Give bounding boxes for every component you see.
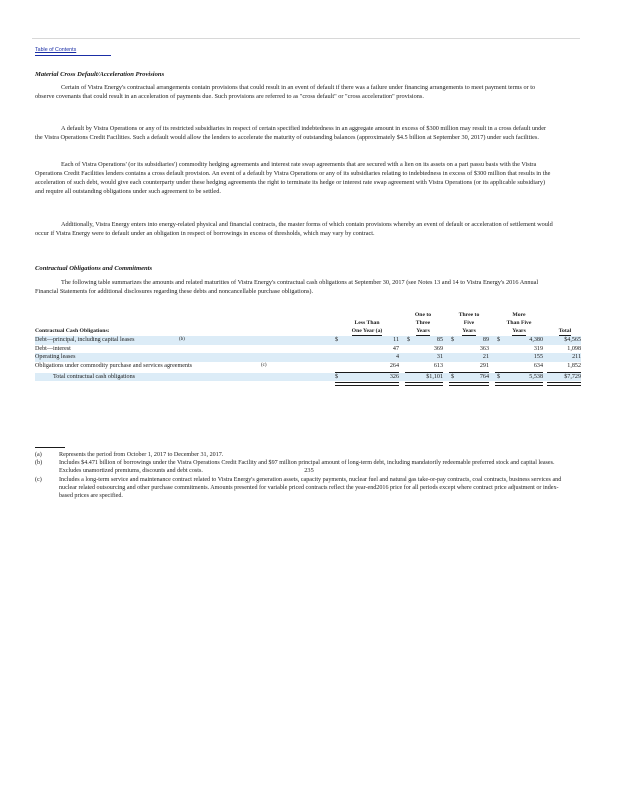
row-label: Debt—principal, including capital leases [35, 337, 135, 343]
currency-symbol: $ [407, 337, 411, 343]
table-row [35, 353, 581, 362]
table-cell: 613 [433, 363, 443, 370]
total-double-rule [335, 382, 399, 386]
total-cell: 5,538 [529, 373, 543, 380]
table-row [35, 345, 581, 354]
table-label-header: Contractual Cash Obligations: [35, 328, 110, 334]
table-row [35, 336, 581, 345]
total-double-rule [405, 382, 443, 386]
column-header-line: Total [558, 328, 572, 334]
column-header-total [549, 311, 581, 336]
currency-symbol: $ [497, 373, 501, 380]
total-cell: $1,101 [426, 373, 443, 380]
column-header-line [335, 311, 399, 319]
toc-underline [35, 55, 111, 56]
table-cell: 89 [482, 337, 489, 343]
currency-symbol: $ [335, 373, 339, 380]
top-divider [32, 38, 580, 39]
total-cell: 326 [389, 373, 399, 380]
table-cell: 85 [436, 337, 443, 343]
column-header-line: More [512, 312, 526, 318]
table-cell: 369 [433, 345, 443, 352]
currency-symbol: $ [451, 373, 455, 380]
row-label: Debt—interest [35, 345, 71, 352]
table-cell: 211 [572, 354, 581, 361]
table-cell: 634 [533, 363, 543, 370]
section-heading-contractual-obligations: Contractual Obligations and Commitments [35, 265, 153, 272]
paragraph-cross-default-2 [35, 124, 555, 142]
column-header-more-than-five [495, 311, 543, 336]
footnote-text: Includes a long-term service and maintenance contract related to Vistra Energy's generation assets, capacity payments, nuclear fuel and natural gas take-or-pay contracts, coal contracts, business services and nuclear related outsourcing and other purchase commitments. Amounts presented for variable priced contracts reflect the year-end2016 price for all periods except where contract price adjustment or index-based prices are specified. [59, 476, 562, 500]
column-header-line: One Year (a) [351, 328, 383, 334]
total-label: Total contractual cash obligations [53, 373, 135, 380]
column-header-line: Years [462, 328, 476, 334]
table-cell: 1,098 [567, 345, 581, 352]
total-double-rule [495, 382, 543, 386]
footnote [35, 451, 565, 459]
table-cell: 31 [436, 354, 443, 361]
footnote [35, 476, 565, 501]
paragraph-contractual-obligations [35, 278, 555, 296]
row-label: Operating leases [35, 354, 76, 361]
footnote-key: (a) [35, 452, 42, 458]
total-double-rule [547, 382, 581, 386]
paragraph-cross-default-4 [35, 220, 555, 238]
row-footnote-ref: (c) [261, 363, 267, 369]
row-label: Obligations under commodity purchase and services agreements [35, 363, 193, 370]
currency-symbol: $ [451, 337, 455, 343]
table-total-row [35, 373, 581, 382]
column-header-less-than-one-year [335, 311, 399, 336]
table-cell: 363 [479, 345, 489, 352]
column-header-one-to-three [403, 311, 443, 336]
paragraph-cross-default-1 [35, 83, 555, 101]
table-cell: 264 [389, 363, 399, 370]
table-cell: 11 [393, 337, 399, 343]
column-header-line: Five [463, 320, 475, 326]
paragraph-text: Additionally, Vistra Energy enters into energy-related physical and financial contracts, the master forms of which contain provisions whereby an event of default or acceleration of settlement would occur if Vistra Energy were to default under an obligation in respect of borrowings in excess of thresholds, which may vary by contract. [35, 221, 553, 237]
table-of-contents-link[interactable]: Table of Contents [35, 47, 77, 53]
total-cell: 764 [479, 373, 489, 380]
currency-symbol: $ [335, 337, 339, 343]
paragraph-text: Each of Vistra Operations' (or its subsidiaries') commodity hedging agreements and interest rate swap agreements that are secured with a lien on its assets on a pari passu basis with the Vistra Operations Credit Facilities lenders contains a cross default provision. An event of a default by Vistra Operations or any of its subsidiaries relating to indebtedness in excess of $300 million that results in the acceleration of such debt, would give each counterparty under these hedging agreements the right to terminate its hedge or interest rate swap agreement with Vistra Operations (or its applicable subsidiary) and require all outstanding obligations under such agreement to be settled. [35, 161, 551, 195]
section-heading-cross-default: Material Cross Default/Acceleration Provisions [35, 71, 165, 78]
table-cell: 319 [533, 345, 543, 352]
column-header-line: Years [416, 328, 430, 334]
table-cell: 21 [482, 354, 489, 361]
table-cell: 47 [392, 345, 399, 352]
column-header-line: Less Than [354, 320, 380, 326]
table-cell: 155 [533, 354, 543, 361]
column-header-line: Years [512, 328, 526, 334]
currency-symbol: $ [497, 337, 501, 343]
footnotes [35, 451, 565, 500]
table-row [35, 362, 581, 371]
paragraph-text: Certain of Vistra Energy's contractual arrangements contain provisions that could result in an event of default if there was a failure under financing arrangements to meet payment terms or to observe covenants that could result in an acceleration of payments due. Such provisions are referred to as "cross default" or "cross acceleration" provisions. [35, 84, 536, 100]
row-footnote-ref: (b) [179, 337, 185, 342]
column-header-three-to-five [449, 311, 489, 336]
column-header-line: Than Five [506, 320, 532, 326]
paragraph-text: A default by Vistra Operations or any of its restricted subsidiaries in respect of certain specified indebtedness in an aggregate amount in excess of $300 million may result in a cross default under the Vistra Operations Credit Facilities. Such a default would allow the lenders to accelerate the maturity of outstanding balances (approximately $4.5 billion at September 30, 2017) under such facilities. [35, 125, 547, 141]
page-number: 235 [304, 467, 314, 474]
footnote-text: Represents the period from October 1, 2017 to December 31, 2017. [59, 452, 224, 458]
table-cell: 4 [395, 354, 399, 361]
paragraph-text: The following table summarizes the amounts and related maturities of Vistra Energy's contractual cash obligations at September 30, 2017 (see Notes 13 and 14 to Vistra Energy's 2016 Annual Financial Statements for additional disclosures regarding these debts and noncancellable purchase obligations). [35, 279, 539, 295]
table-cell: 1,852 [567, 363, 581, 370]
table-cell: 291 [479, 363, 489, 370]
paragraph-cross-default-3 [35, 160, 555, 196]
footnote-text: Includes $4.471 billion of borrowings under the Vistra Operations Credit Facility and $97 million principal amount of long-term debt, including mandatorily redeemable preferred stock and capital leases. Excludes unamortized premiums, discounts and debt costs. [59, 460, 555, 475]
column-header-line: Three to [458, 312, 480, 318]
table-cell: $4,565 [564, 337, 581, 343]
footnote-divider [35, 447, 65, 448]
total-double-rule [449, 382, 489, 386]
footnote-key: (c) [35, 476, 42, 483]
column-header-line: One to [414, 312, 432, 318]
table-cell: 4,380 [529, 337, 543, 343]
column-header-line: Three [415, 320, 431, 326]
total-cell: $7,729 [564, 373, 581, 380]
footnote-key: (b) [35, 460, 43, 467]
